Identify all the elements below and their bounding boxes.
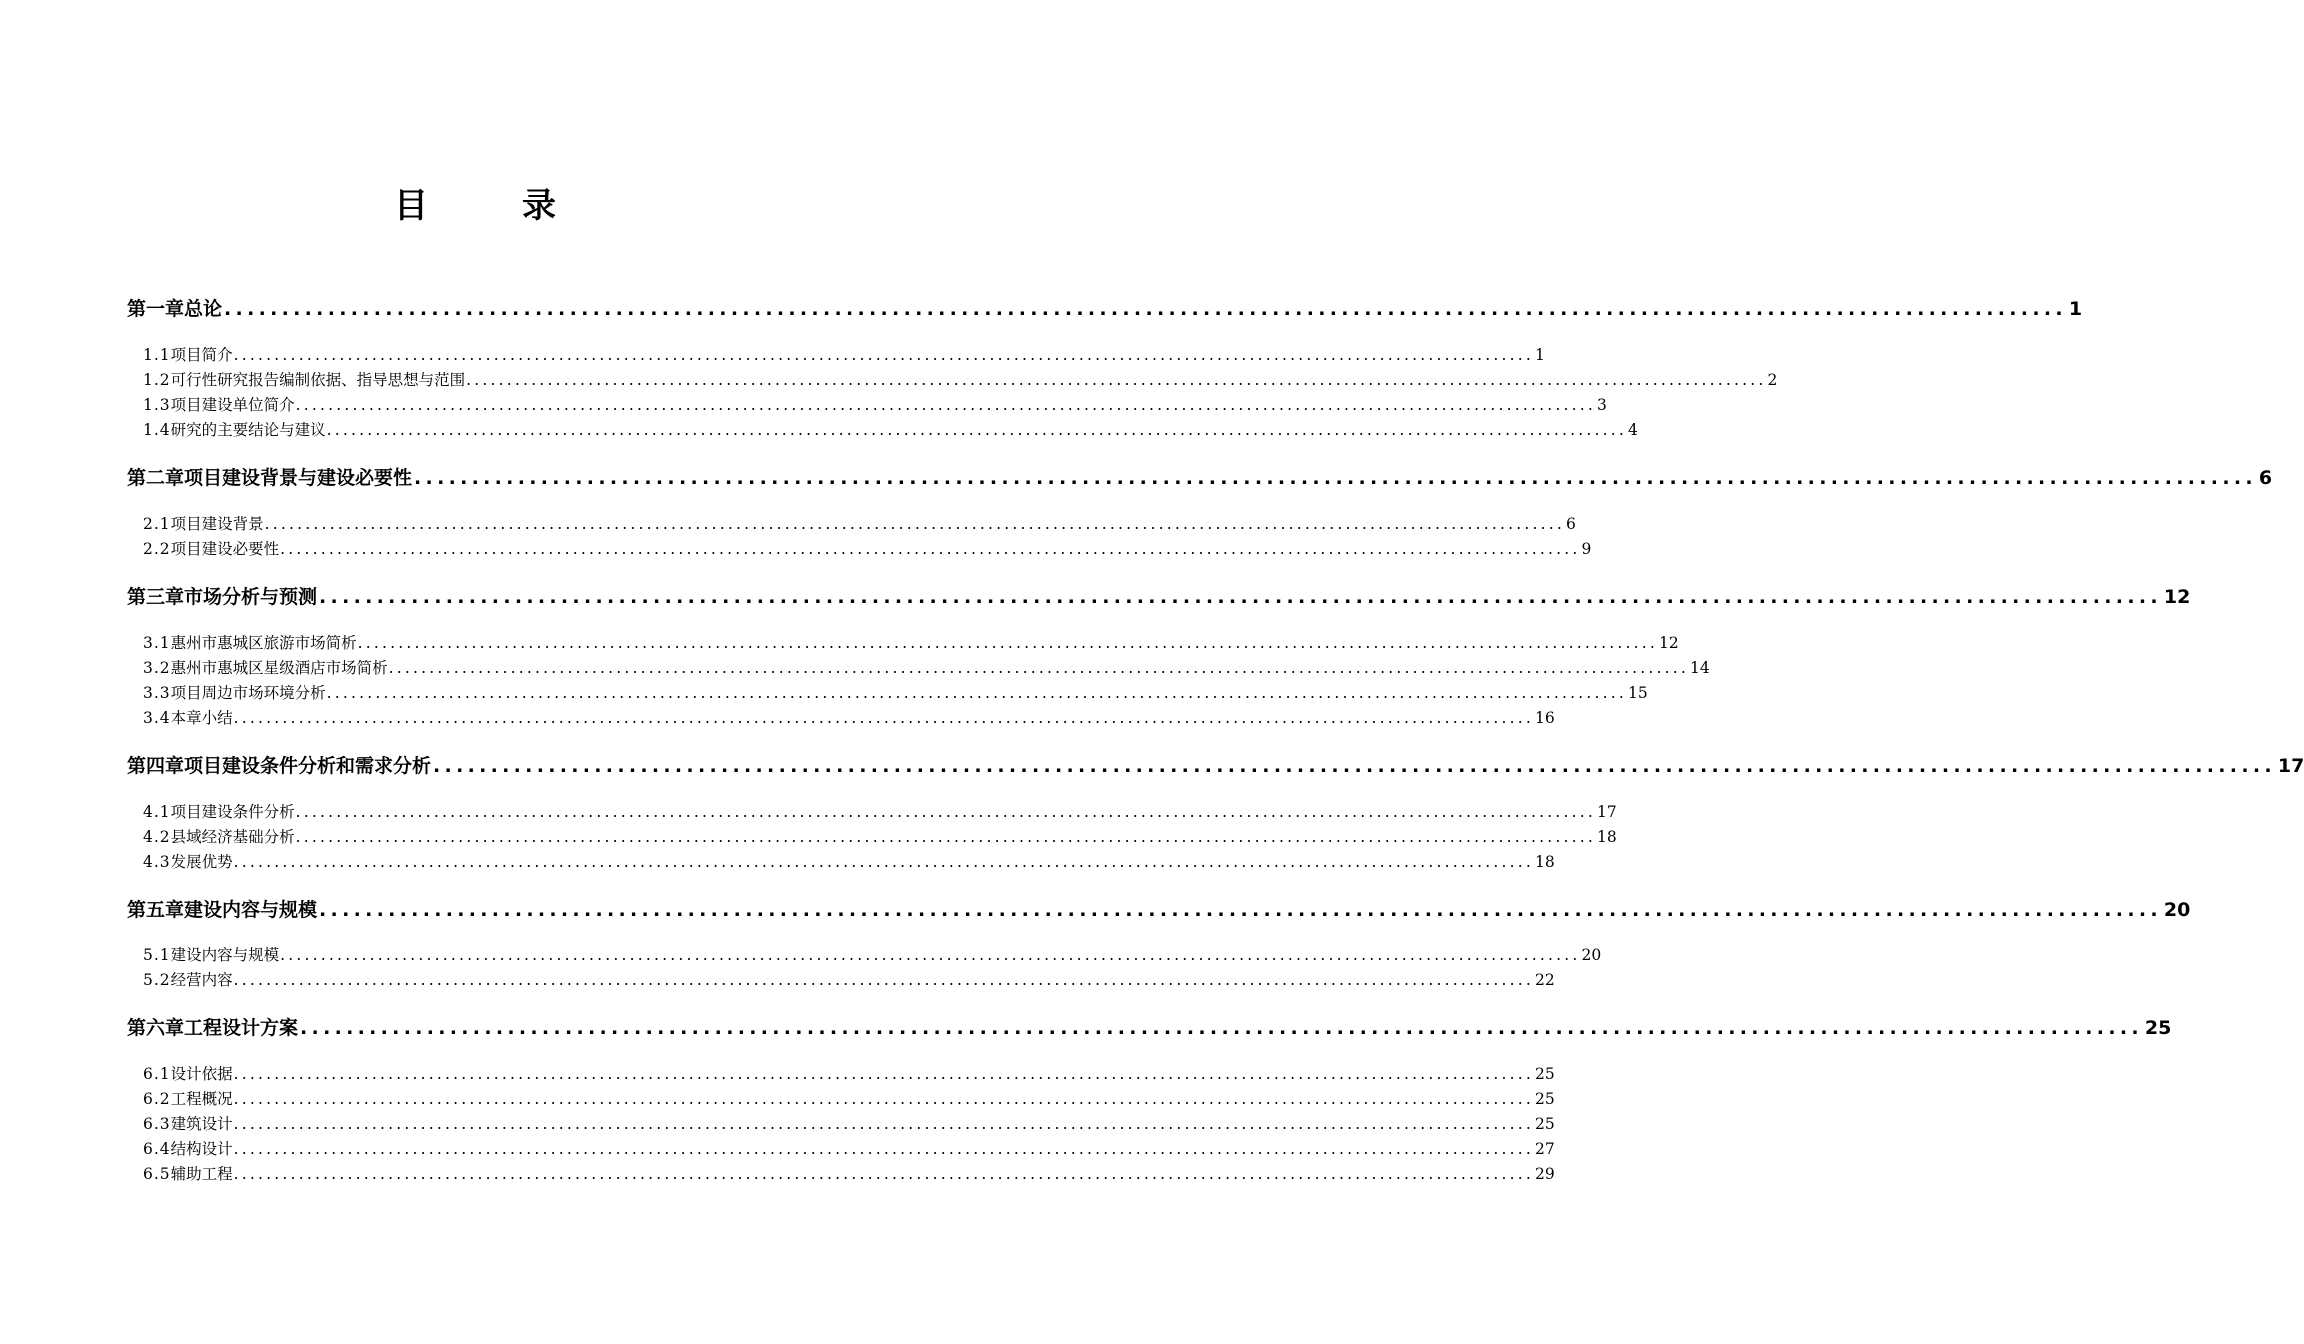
section-page: 20 xyxy=(1581,946,1602,964)
toc-section-1-4[interactable] xyxy=(143,419,1638,441)
section-title: 项目建设条件分析 xyxy=(170,803,295,821)
section-title: 结构设计 xyxy=(170,1140,233,1158)
leader-dots: ................................................................................................................................................................ xyxy=(233,709,1534,727)
toc-section-3-1[interactable] xyxy=(143,632,1679,654)
toc-section-4-1[interactable] xyxy=(143,801,1617,823)
section-page: 14 xyxy=(1690,659,1710,677)
chapter-page: 20 xyxy=(2163,899,2191,921)
leader-dots: ................................................................................................................................................................ xyxy=(233,1165,1534,1183)
section-title: 项目建设背景 xyxy=(170,515,264,533)
toc-section-6-2[interactable] xyxy=(143,1088,1555,1110)
leader-dots: ................................................................................................................................................................ xyxy=(233,853,1534,871)
section-number: 2.2 xyxy=(143,540,171,558)
section-page: 17 xyxy=(1597,803,1617,821)
section-page: 2 xyxy=(1767,371,1778,389)
leader-dots: ................................................................................................................................................................ xyxy=(233,1115,1534,1133)
leader-dots: ................................................................................................................................................................ xyxy=(433,755,2276,777)
leader-dots: ................................................................................................................................................................ xyxy=(319,586,2162,608)
toc-chapter-6[interactable] xyxy=(127,1013,2172,1043)
toc-section-3-2[interactable] xyxy=(143,657,1710,679)
section-title: 项目建设单位简介 xyxy=(170,396,295,414)
toc-chapter-2[interactable] xyxy=(127,463,2273,493)
section-title: 项目简介 xyxy=(170,346,233,364)
section-number: 3.2 xyxy=(143,659,171,677)
leader-dots: ................................................................................................................................................................ xyxy=(233,1090,1534,1108)
leader-dots: ................................................................................................................................................................ xyxy=(280,946,1581,964)
section-page: 15 xyxy=(1628,684,1648,702)
section-number: 5.1 xyxy=(143,946,171,964)
chapter-number: 第二章 xyxy=(127,467,185,489)
toc-section-6-3[interactable] xyxy=(143,1113,1555,1135)
section-title: 经营内容 xyxy=(170,971,233,989)
section-title: 惠州市惠城区旅游市场简析 xyxy=(170,634,357,652)
section-page: 25 xyxy=(1535,1090,1555,1108)
section-number: 5.2 xyxy=(143,971,171,989)
toc-chapter-5[interactable] xyxy=(127,895,2191,925)
leader-dots: ................................................................................................................................................................ xyxy=(280,540,1581,558)
toc-section-6-4[interactable] xyxy=(143,1138,1555,1160)
section-page: 16 xyxy=(1535,709,1555,727)
toc-section-5-1[interactable] xyxy=(143,944,1602,966)
toc-section-4-3[interactable] xyxy=(143,851,1555,873)
leader-dots: ................................................................................................................................................................ xyxy=(233,1065,1534,1083)
section-number: 1.3 xyxy=(143,396,171,414)
chapter-number: 第一章 xyxy=(127,298,185,320)
section-page: 25 xyxy=(1535,1065,1555,1083)
section-number: 4.2 xyxy=(143,828,171,846)
section-number: 6.5 xyxy=(143,1165,171,1183)
section-page: 18 xyxy=(1597,828,1617,846)
toc-section-2-2[interactable] xyxy=(143,538,1592,560)
section-number: 4.3 xyxy=(143,853,171,871)
chapter-title: 项目建设条件分析和需求分析 xyxy=(184,755,432,777)
section-title: 可行性研究报告编制依据、指导思想与范围 xyxy=(170,371,466,389)
page-title: 目 录 xyxy=(394,186,586,226)
leader-dots: ................................................................................................................................................................ xyxy=(233,1140,1534,1158)
section-title: 县域经济基础分析 xyxy=(170,828,295,846)
leader-dots: ................................................................................................................................................................ xyxy=(326,421,1627,439)
section-number: 6.1 xyxy=(143,1065,171,1083)
chapter-title: 市场分析与预测 xyxy=(184,586,318,608)
chapter-title: 建设内容与规模 xyxy=(184,899,318,921)
leader-dots: ................................................................................................................................................................ xyxy=(388,659,1689,677)
toc-section-6-1[interactable] xyxy=(143,1063,1555,1085)
toc-section-2-1[interactable] xyxy=(143,513,1576,535)
chapter-page: 6 xyxy=(2258,467,2273,489)
section-number: 6.3 xyxy=(143,1115,171,1133)
section-number: 4.1 xyxy=(143,803,171,821)
leader-dots: ................................................................................................................................................................ xyxy=(233,346,1534,364)
chapter-page: 1 xyxy=(2068,298,2083,320)
leader-dots: ................................................................................................................................................................ xyxy=(466,371,1767,389)
section-title: 发展优势 xyxy=(170,853,233,871)
section-number: 6.2 xyxy=(143,1090,171,1108)
toc-chapter-4[interactable] xyxy=(127,751,2304,781)
section-page: 29 xyxy=(1535,1165,1555,1183)
toc-section-1-1[interactable] xyxy=(143,344,1545,366)
leader-dots: ................................................................................................................................................................ xyxy=(357,634,1658,652)
section-page: 27 xyxy=(1535,1140,1555,1158)
chapter-number: 第五章 xyxy=(127,899,185,921)
section-page: 1 xyxy=(1535,346,1545,364)
leader-dots: ................................................................................................................................................................ xyxy=(326,684,1627,702)
leader-dots: ................................................................................................................................................................ xyxy=(295,828,1596,846)
section-page: 3 xyxy=(1597,396,1607,414)
section-title: 项目建设必要性 xyxy=(170,540,280,558)
section-number: 1.1 xyxy=(143,346,171,364)
toc-section-1-2[interactable] xyxy=(143,369,1778,391)
chapter-page: 25 xyxy=(2144,1017,2172,1039)
section-page: 4 xyxy=(1628,421,1638,439)
section-page: 18 xyxy=(1535,853,1555,871)
chapter-title: 工程设计方案 xyxy=(184,1017,299,1039)
leader-dots: ................................................................................................................................................................ xyxy=(233,971,1534,989)
section-page: 12 xyxy=(1659,634,1679,652)
section-number: 1.4 xyxy=(143,421,171,439)
leader-dots: ................................................................................................................................................................ xyxy=(295,396,1596,414)
chapter-number: 第三章 xyxy=(127,586,185,608)
section-page: 9 xyxy=(1581,540,1592,558)
section-title: 本章小结 xyxy=(170,709,233,727)
chapter-page: 17 xyxy=(2277,755,2304,777)
leader-dots: ................................................................................................................................................................ xyxy=(414,467,2257,489)
section-title: 建筑设计 xyxy=(170,1115,233,1133)
leader-dots: ................................................................................................................................................................ xyxy=(264,515,1565,533)
section-page: 25 xyxy=(1535,1115,1555,1133)
toc-section-5-2[interactable] xyxy=(143,969,1555,991)
section-page: 22 xyxy=(1535,971,1555,989)
chapter-page: 12 xyxy=(2163,586,2191,608)
section-title: 项目周边市场环境分析 xyxy=(170,684,326,702)
leader-dots: ................................................................................................................................................................ xyxy=(319,899,2162,921)
chapter-number: 第四章 xyxy=(127,755,185,777)
section-title: 设计依据 xyxy=(170,1065,233,1083)
leader-dots: ................................................................................................................................................................ xyxy=(224,298,2067,320)
section-title: 辅助工程 xyxy=(170,1165,233,1183)
section-number: 3.1 xyxy=(143,634,171,652)
leader-dots: ................................................................................................................................................................ xyxy=(295,803,1596,821)
toc-section-4-2[interactable] xyxy=(143,826,1617,848)
chapter-number: 第六章 xyxy=(127,1017,185,1039)
toc-section-1-3[interactable] xyxy=(143,394,1607,416)
section-title: 惠州市惠城区星级酒店市场简析 xyxy=(170,659,388,677)
section-title: 工程概况 xyxy=(170,1090,233,1108)
toc-chapter-3[interactable] xyxy=(127,582,2191,612)
section-title: 建设内容与规模 xyxy=(170,946,280,964)
chapter-title: 项目建设背景与建设必要性 xyxy=(184,467,413,489)
section-number: 3.3 xyxy=(143,684,171,702)
section-number: 6.4 xyxy=(143,1140,171,1158)
toc-chapter-1[interactable] xyxy=(127,294,2083,324)
leader-dots: ................................................................................................................................................................ xyxy=(300,1017,2143,1039)
toc-section-3-3[interactable] xyxy=(143,682,1648,704)
chapter-title: 总论 xyxy=(184,298,223,320)
section-number: 1.2 xyxy=(143,371,171,389)
toc-section-6-5[interactable] xyxy=(143,1163,1555,1185)
section-number: 3.4 xyxy=(143,709,171,727)
section-page: 6 xyxy=(1566,515,1576,533)
toc-section-3-4[interactable] xyxy=(143,707,1555,729)
section-number: 2.1 xyxy=(143,515,171,533)
section-title: 研究的主要结论与建议 xyxy=(170,421,326,439)
